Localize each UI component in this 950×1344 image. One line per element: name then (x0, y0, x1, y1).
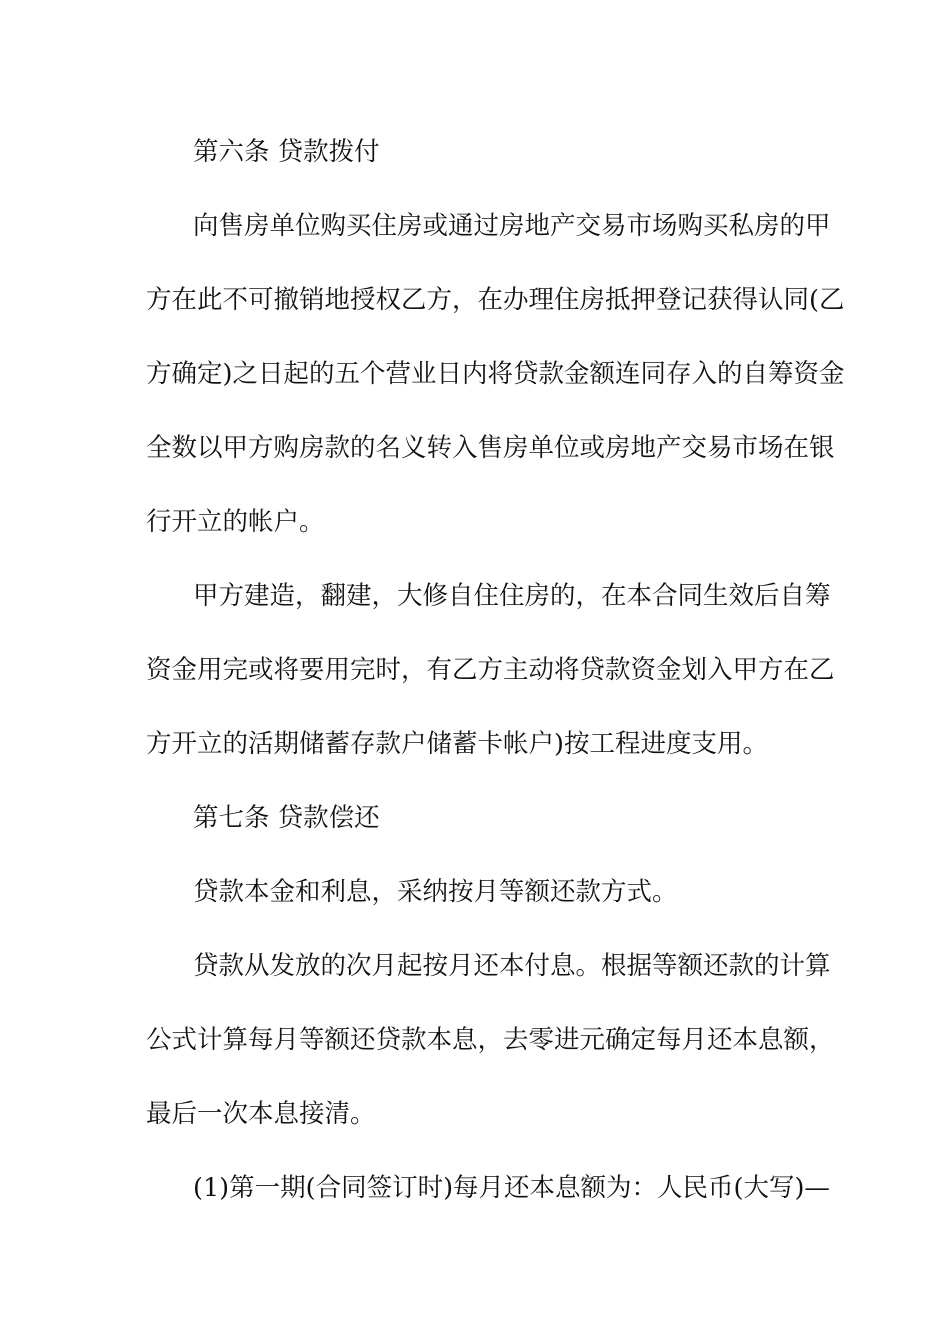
paragraph-line: 贷款本金和利息，采纳按月等额还款方式。 (193, 877, 678, 907)
paragraph-line: 方确定)之日起的五个营业日内将贷款金额连同存入的自筹资金 (146, 359, 845, 389)
paragraph-line: 公式计算每月等额还贷款本息，去零进元确定每月还本息额， (146, 1025, 835, 1055)
paragraph-line: 行开立的帐户。 (146, 507, 325, 537)
paragraph-line: 资金用完或将要用完时，有乙方主动将贷款资金划入甲方在乙 (146, 655, 835, 685)
paragraph-line: 方在此不可撤销地授权乙方，在办理住房抵押登记获得认同(乙 (146, 285, 845, 315)
article-seven-heading: 第七条 贷款偿还 (193, 803, 380, 833)
paragraph-line: 方开立的活期储蓄存款户储蓄卡帐户)按工程进度支用。 (146, 729, 768, 759)
paragraph-line: 向售房单位购买住房或通过房地产交易市场购买私房的甲 (193, 211, 831, 241)
paragraph-line: (1)第一期(合同签订时)每月还本息额为：人民币(大写)— (193, 1173, 830, 1203)
paragraph-line: 甲方建造，翻建，大修自住住房的，在本合同生效后自筹 (193, 581, 831, 611)
paragraph-line: 贷款从发放的次月起按月还本付息。根据等额还款的计算 (193, 951, 831, 981)
paragraph-line: 最后一次本息接清。 (146, 1099, 376, 1129)
paragraph-line: 全数以甲方购房款的名义转入售房单位或房地产交易市场在银 (146, 433, 835, 463)
article-six-heading: 第六条 贷款拨付 (193, 137, 380, 167)
